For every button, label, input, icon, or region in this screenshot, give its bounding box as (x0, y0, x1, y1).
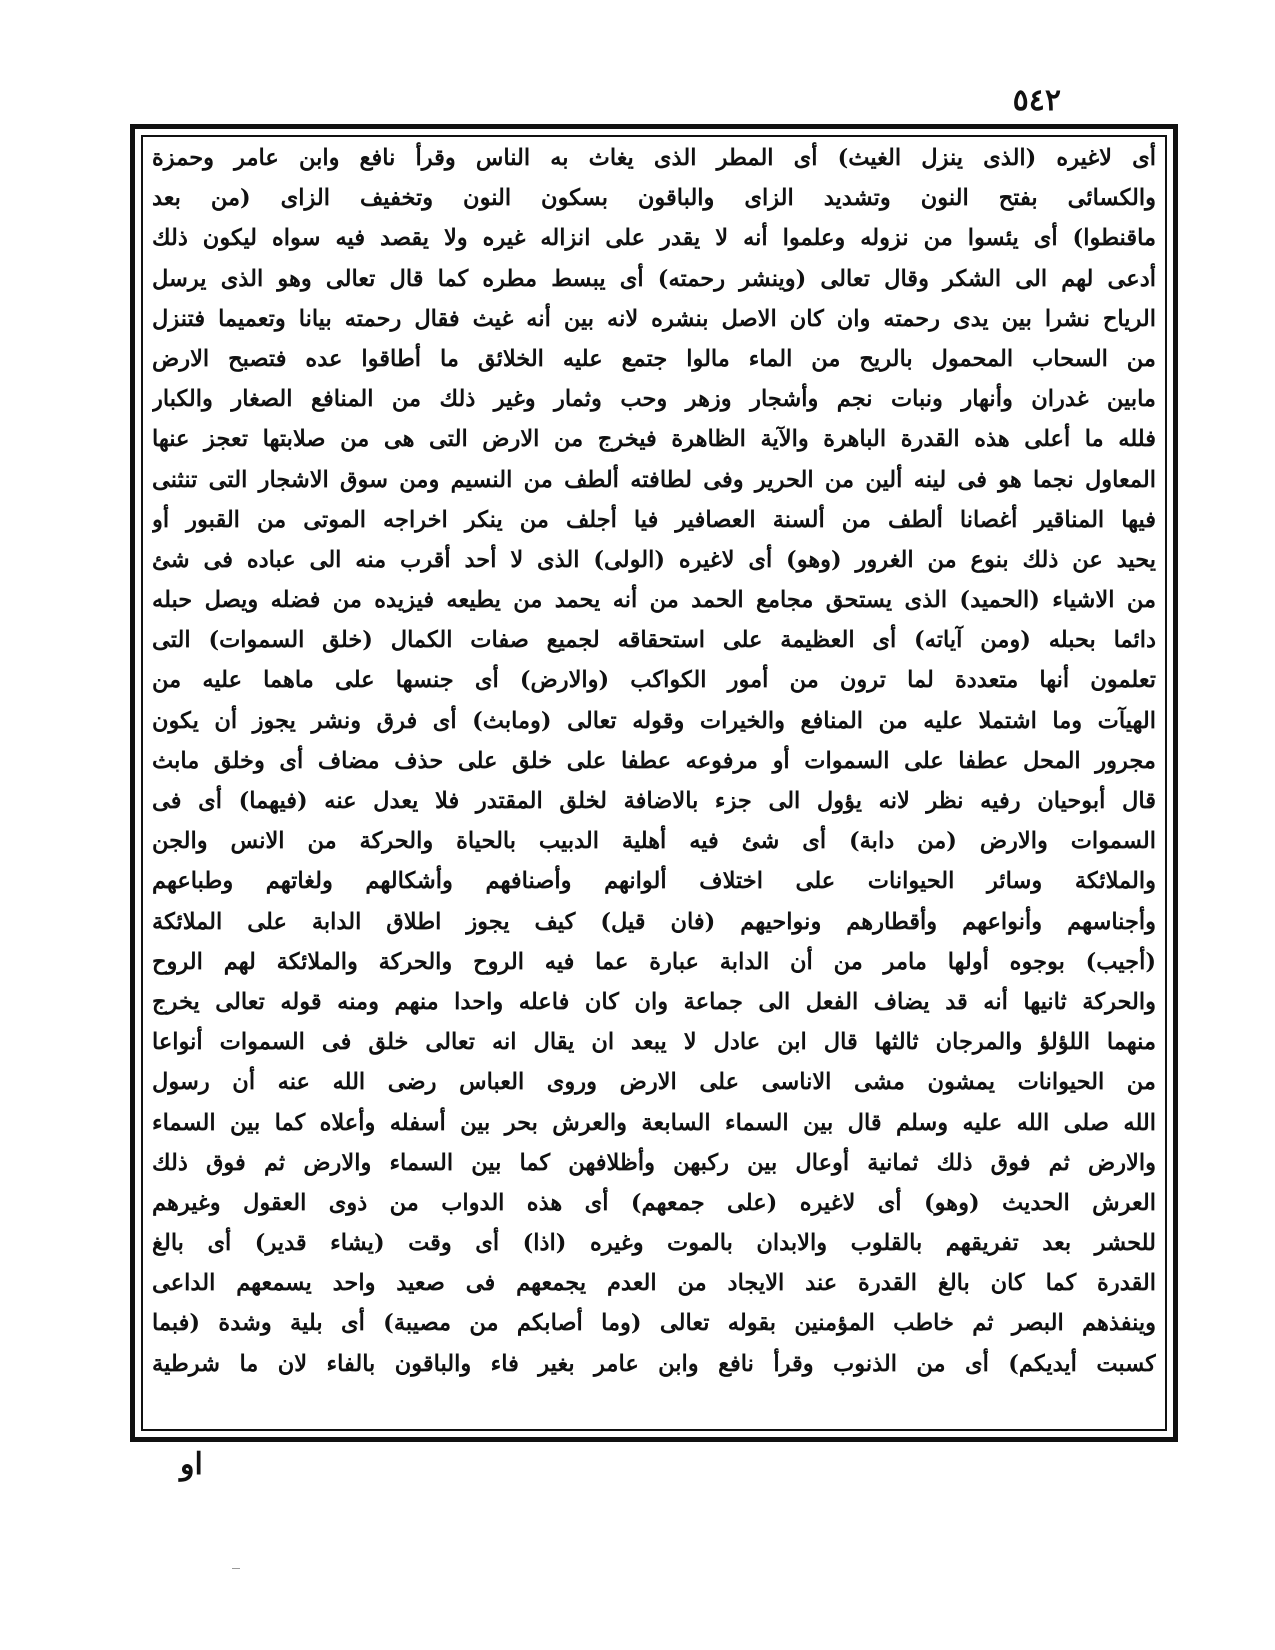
text-line: ماقنطوا) أى يئسوا من نزوله وعلموا أنه لا يقدر على انزاله غيره ولا يقصد فيه سواه ليكون ذلك (152, 225, 1156, 252)
text-line: الله صلى الله عليه وسلم قال بين السماء السابعة والعرش بحر بين أسفله وأعلاه كما بين السماء (152, 1109, 1156, 1136)
text-line: وأجناسهم وأنواعهم وأقطارهم ونواحيهم (فان قيل) كيف يجوز اطلاق الدابة على الملائكة (152, 908, 1156, 935)
text-line: العرش الحديث (وهو) أى لاغيره (على جمعهم) أى هذه الدواب من ذوى العقول وغيرهم (152, 1189, 1156, 1216)
text-line: قال أبوحيان رفيه نظر لانه يؤول الى جزء بالاضافة لخلق المقتدر فلا يعدل عنه (فيهما) أى فى (152, 788, 1156, 814)
text-body (152, 138, 1156, 1430)
text-line: دائما بحبله (ومن آياته) أى العظيمة على استحقاقه لجميع صفات الكمال (خلق السموات) التى (152, 627, 1156, 654)
text-line: من الاشياء (الحميد) الذى يستحق مجامع الحمد من أنه يحمد من يطيعه فيزيده من فضله ويصل حبله (152, 587, 1156, 614)
text-line: من السحاب المحمول بالريح من الماء مالوا جتمع عليه الخلائق ما أطاقوا عده فتصبح الارض (152, 345, 1156, 372)
text-line: والكسائى بفتح النون وتشديد الزاى والباقون بسكون النون وتخفيف الزاى (من بعد (152, 185, 1156, 212)
text-line: من الحيوانات يمشون مشى الاناسى على الارض وروى العباس رضى الله عنه أن رسول (152, 1069, 1156, 1096)
text-line: والملائكة وسائر الحيوانات على اختلاف ألوانهم وأصنافهم وأشكالهم ولغاتهم وطباعهم (152, 868, 1156, 895)
text-line: تعلمون أنها متعددة لما ترون من أمور الكواكب (والارض) أى جنسها على ماهما عليه من (152, 667, 1156, 694)
text-line: أدعى لهم الى الشكر وقال تعالى (وينشر رحمته) أى يبسط مطره كما قال تعالى وهو الذى يرسل (152, 265, 1156, 292)
text-line: مجرور المحل عطفا على السموات أو مرفوعه عطفا على خلق على حذف مضاف أى وخلق مابث (152, 747, 1156, 774)
text-line: الرياح نشرا بين يدى رحمته وان كان الاصل بنشره لانه بين أنه غيث فقال رحمته بيانا وتعميما فتنزل (152, 305, 1156, 332)
text-line: والحركة ثانيها أنه قد يضاف الفعل الى جماعة وان كان فاعله واحدا منهم ومنه قوله تعالى يخرج (152, 988, 1156, 1015)
text-line: (أجيب) بوجوه أولها مامر من أن الدابة عبارة عما فيه الروح والحركة والملائكة لهم الروح (152, 948, 1156, 975)
text-line: مابين غدران وأنهار ونبات نجم وأشجار وزهر وحب وثمار وغير ذلك من المنافع الصغار والكبار (152, 386, 1156, 413)
text-line: فلله ما أعلى هذه القدرة الباهرة والآية الظاهرة فيخرج من الارض التى هى من صلابتها تعجز عنها (152, 426, 1156, 453)
page-number: ٥٤٢ (1012, 83, 1061, 118)
footer-mark (232, 1568, 240, 1569)
catchword: او (180, 1447, 203, 1482)
text-line: وينفذهم البصر ثم خاطب المؤمنين بقوله تعالى (وما أصابكم من مصيبة) أى بلية وشدة (فبما (152, 1310, 1156, 1337)
text-line: السموات والارض (من دابة) أى شئ فيه أهلية الدبيب بالحياة والحركة من الانس والجن (152, 828, 1156, 855)
text-line: كسبت أيديكم) أى من الذنوب وقرأ نافع وابن عامر بغير فاء والباقون بالفاء لان ما شرطية (152, 1350, 1156, 1377)
text-line: للحشر بعد تفريقهم بالقلوب والابدان بالموت وغيره (اذا) أى وقت (يشاء قدير) أى بالغ (152, 1230, 1156, 1257)
text-line: المعاول نجما هو فى لينه ألين من الحرير وفى لطافته ألطف من النسيم ومن سوق الاشجار التى تنثنى (152, 466, 1156, 493)
text-line: أى لاغيره (الذى ينزل الغيث) أى المطر الذى يغاث به الناس وقرأ نافع وابن عامر وحمزة (152, 145, 1156, 171)
text-line: القدرة كما كان بالغ القدرة عند الايجاد من العدم يجمعهم فى صعيد واحد يسمعهم الداعى (152, 1270, 1156, 1297)
text-line: فيها المناقير أغصانا ألطف من ألسنة العصافير فيا أجلف من ينكر اخراجه الموتى من القبور أو (152, 506, 1156, 533)
text-line: الهيآت وما اشتملا عليه من المنافع والخيرات وقوله تعالى (ومابث) أى فرق ونشر يجوز أن يكون (152, 707, 1156, 734)
text-line: يحيد عن ذلك بنوع من الغرور (وهو) أى لاغيره (الولى) الذى لا أحد أقرب منه الى عباده فى شئ (152, 546, 1156, 573)
text-line: منهما اللؤلؤ والمرجان ثالثها قال ابن عادل لا يبعد ان يقال انه تعالى خلق فى السموات أنواعا (152, 1029, 1156, 1056)
text-line: والارض ثم فوق ذلك ثمانية أوعال بين ركبهن وأظلافهن كما بين السماء والارض ثم فوق ذلك (152, 1149, 1156, 1176)
